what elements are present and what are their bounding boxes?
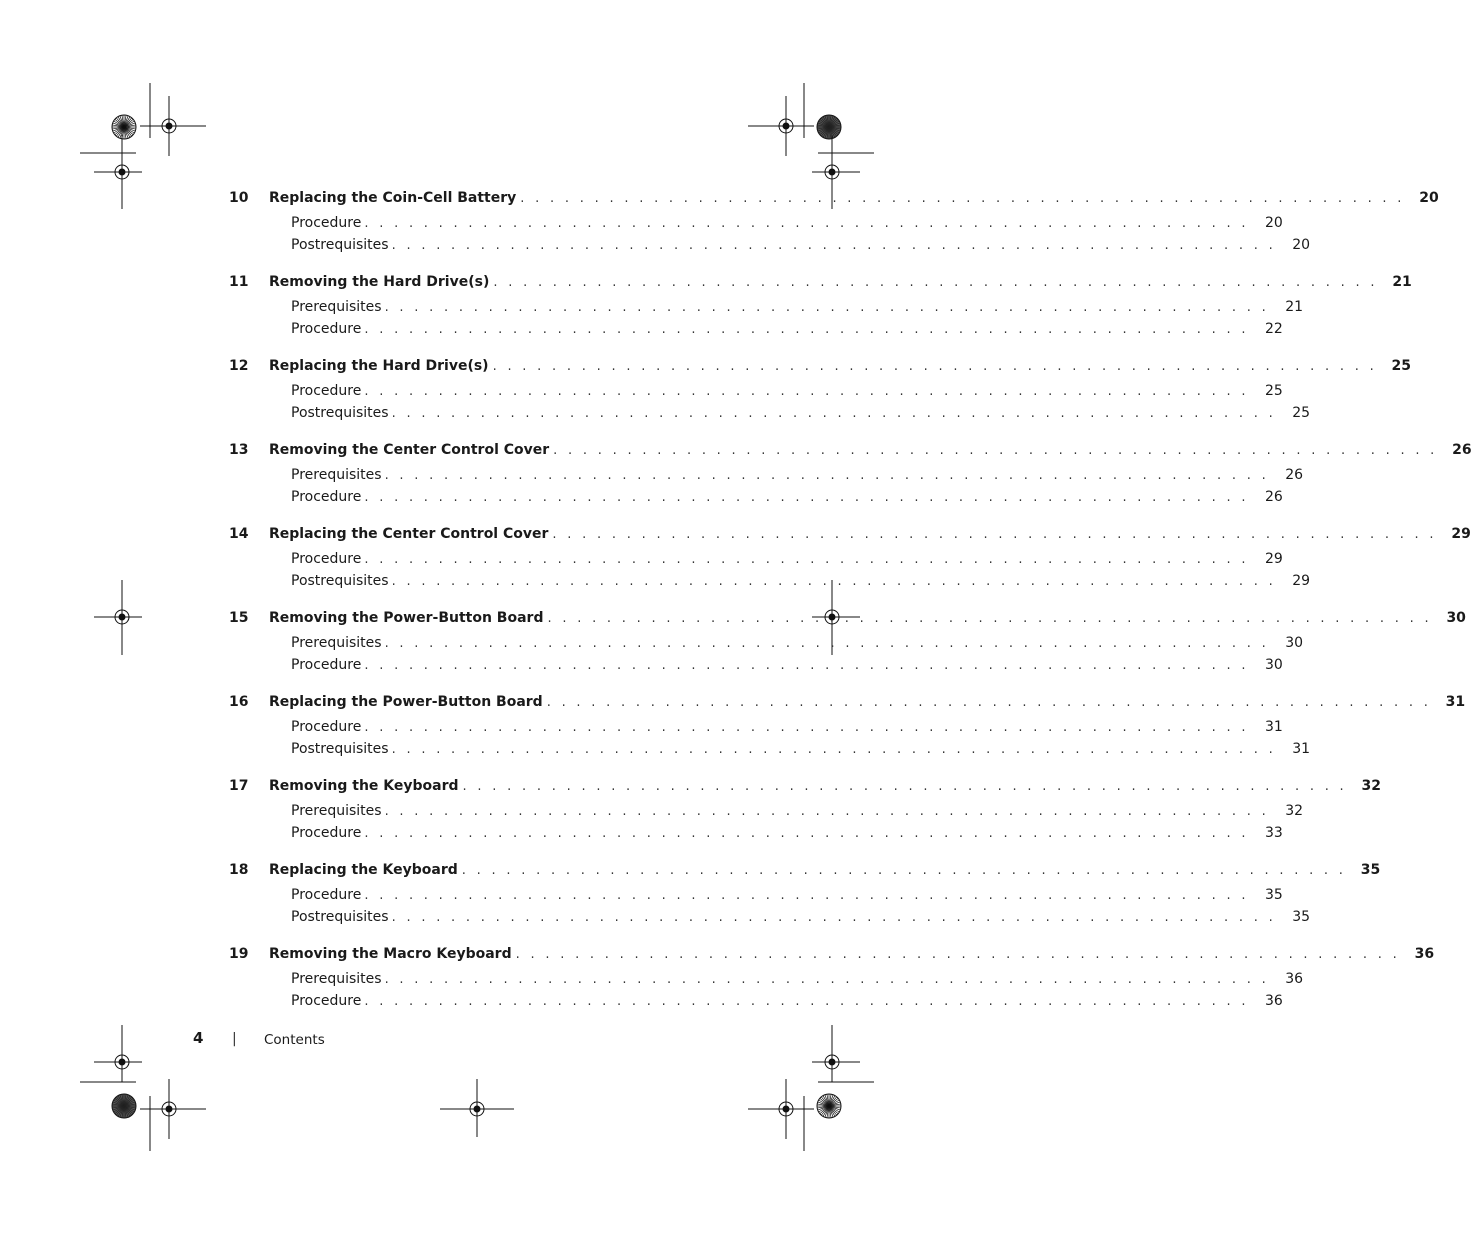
toc-subsection-entry[interactable] (291, 803, 1304, 825)
chapter-page: 32 (1361, 778, 1381, 794)
toc-chapter (229, 946, 1435, 1030)
toc-chapter (229, 694, 1466, 778)
toc-chapter (229, 778, 1381, 862)
chapter-page: 20 (1419, 190, 1439, 206)
toc-subsection-entry[interactable] (291, 825, 1283, 847)
toc-subsection-entry[interactable] (291, 887, 1283, 909)
toc-chapter (229, 526, 1471, 610)
dot-leader: . . . . . . . . . . . . . . . . . . . . . . . . . . . . . . . . . . . . . . . . . . . . . . . . . . . . . . . . . . . . (552, 527, 1437, 542)
toc-subsection-entry[interactable] (291, 719, 1283, 741)
toc-chapter-entry[interactable] (229, 778, 1381, 800)
toc-subsection-entry[interactable] (291, 993, 1283, 1015)
toc-chapter (229, 190, 1439, 274)
subsection-title: Procedure (291, 215, 362, 231)
chapter-number: 13 (229, 442, 249, 458)
chapter-title: Replacing the Hard Drive(s) (269, 358, 493, 374)
toc-subsection-entry[interactable] (291, 383, 1283, 405)
subsection-title: Procedure (291, 489, 362, 505)
subsection-page: 30 (1285, 635, 1304, 651)
dot-leader: . . . . . . . . . . . . . . . . . . . . . . . . . . . . . . . . . . . . . . . . . . . . . . . . . . . . . . . . . . . . (364, 384, 1249, 399)
chapter-page: 26 (1452, 442, 1472, 458)
chapter-title: Replacing the Center Control Cover (269, 526, 552, 542)
subsection-title: Postrequisites (291, 237, 389, 253)
chapter-number: 14 (229, 526, 249, 542)
chapter-page: 30 (1446, 610, 1466, 626)
toc-chapter-entry[interactable] (229, 274, 1412, 296)
chapter-number: 15 (229, 610, 249, 626)
subsection-page: 30 (1264, 657, 1283, 673)
chapter-title: Replacing the Keyboard (269, 862, 462, 878)
subsection-title: Prerequisites (291, 467, 382, 483)
subsection-page: 29 (1264, 551, 1283, 567)
chapter-number: 10 (229, 190, 249, 206)
chapter-title: Removing the Macro Keyboard (269, 946, 516, 962)
toc-subsection-entry[interactable] (291, 299, 1304, 321)
subsection-title: Procedure (291, 551, 362, 567)
dot-leader: . . . . . . . . . . . . . . . . . . . . . . . . . . . . . . . . . . . . . . . . . . . . . . . . . . . . . . . . . . . . (391, 238, 1277, 253)
chapter-number: 19 (229, 946, 249, 962)
chapter-page: 29 (1451, 526, 1471, 542)
dot-leader: . . . . . . . . . . . . . . . . . . . . . . . . . . . . . . . . . . . . . . . . . . . . . . . . . . . . . . . . . . . . (391, 574, 1277, 589)
toc-chapter-entry[interactable] (229, 946, 1435, 968)
subsection-page: 26 (1264, 489, 1283, 505)
dot-leader: . . . . . . . . . . . . . . . . . . . . . . . . . . . . . . . . . . . . . . . . . . . . . . . . . . . . . . . . . . . . (546, 695, 1432, 710)
toc-subsection-entry[interactable] (291, 467, 1304, 489)
toc-chapter-entry[interactable] (229, 694, 1466, 716)
footer-separator: | (232, 1031, 237, 1047)
dot-leader: . . . . . . . . . . . . . . . . . . . . . . . . . . . . . . . . . . . . . . . . . . . . . . . . . . . . . . . . . . . . (364, 216, 1249, 231)
subsection-page: 22 (1264, 321, 1283, 337)
toc-subsection-entry[interactable] (291, 551, 1283, 573)
toc-subsection-entry[interactable] (291, 971, 1304, 993)
dot-leader: . . . . . . . . . . . . . . . . . . . . . . . . . . . . . . . . . . . . . . . . . . . . . . . . . . . . . . . . . . . . (547, 611, 1432, 626)
subsection-title: Procedure (291, 383, 362, 399)
chapter-title: Removing the Keyboard (269, 778, 463, 794)
subsection-title: Prerequisites (291, 635, 382, 651)
dot-leader: . . . . . . . . . . . . . . . . . . . . . . . . . . . . . . . . . . . . . . . . . . . . . . . . . . . . . . . . . . . . (384, 636, 1270, 651)
chapter-page: 25 (1391, 358, 1412, 374)
toc-chapter (229, 274, 1412, 358)
dot-leader: . . . . . . . . . . . . . . . . . . . . . . . . . . . . . . . . . . . . . . . . . . . . . . . . . . . . . . . . . . . . (384, 972, 1270, 987)
chapter-page: 35 (1360, 862, 1381, 878)
starburst-registration-icon (817, 1094, 841, 1118)
dot-leader: . . . . . . . . . . . . . . . . . . . . . . . . . . . . . . . . . . . . . . . . . . . . . . . . . . . . . . . . . . . . (364, 720, 1249, 735)
chapter-title: Replacing the Coin-Cell Battery (269, 190, 520, 206)
dot-leader: . . . . . . . . . . . . . . . . . . . . . . . . . . . . . . . . . . . . . . . . . . . . . . . . . . . . . . . . . . . . (493, 275, 1378, 290)
subsection-title: Procedure (291, 321, 362, 337)
toc-subsection-entry[interactable] (291, 635, 1304, 657)
toc-subsection-entry[interactable] (291, 237, 1311, 259)
toc-chapter-entry[interactable] (229, 358, 1412, 380)
dot-leader: . . . . . . . . . . . . . . . . . . . . . . . . . . . . . . . . . . . . . . . . . . . . . . . . . . . . . . . . . . . . (364, 322, 1249, 337)
chapter-number: 11 (229, 274, 249, 290)
dot-leader: . . . . . . . . . . . . . . . . . . . . . . . . . . . . . . . . . . . . . . . . . . . . . . . . . . . . . . . . . . . . (391, 910, 1277, 925)
dot-leader: . . . . . . . . . . . . . . . . . . . . . . . . . . . . . . . . . . . . . . . . . . . . . . . . . . . . . . . . . . . . (364, 888, 1249, 903)
toc-subsection-entry[interactable] (291, 741, 1311, 763)
subsection-page: 29 (1292, 573, 1311, 589)
subsection-page: 32 (1285, 803, 1304, 819)
toc-chapter-entry[interactable] (229, 862, 1381, 884)
toc-chapter (229, 862, 1381, 946)
subsection-page: 20 (1264, 215, 1283, 231)
chapter-title: Removing the Hard Drive(s) (269, 274, 493, 290)
subsection-page: 25 (1264, 383, 1283, 399)
subsection-title: Procedure (291, 719, 362, 735)
subsection-title: Procedure (291, 887, 362, 903)
toc-subsection-entry[interactable] (291, 405, 1311, 427)
toc-chapter-entry[interactable] (229, 190, 1439, 212)
dot-leader: . . . . . . . . . . . . . . . . . . . . . . . . . . . . . . . . . . . . . . . . . . . . . . . . . . . . . . . . . . . . (520, 191, 1405, 206)
dot-leader: . . . . . . . . . . . . . . . . . . . . . . . . . . . . . . . . . . . . . . . . . . . . . . . . . . . . . . . . . . . . (461, 863, 1347, 878)
chapter-title: Removing the Power-Button Board (269, 610, 547, 626)
dot-leader: . . . . . . . . . . . . . . . . . . . . . . . . . . . . . . . . . . . . . . . . . . . . . . . . . . . . . . . . . . . . (391, 406, 1277, 421)
footer-section-label: Contents (264, 1032, 325, 1048)
subsection-page: 20 (1292, 237, 1311, 253)
chapter-number: 18 (229, 862, 249, 878)
subsection-page: 21 (1285, 299, 1304, 315)
subsection-title: Procedure (291, 993, 362, 1009)
chapter-page: 21 (1392, 274, 1412, 290)
subsection-title: Postrequisites (291, 909, 389, 925)
subsection-title: Postrequisites (291, 573, 389, 589)
subsection-page: 33 (1264, 825, 1283, 841)
subsection-title: Procedure (291, 657, 362, 673)
subsection-page: 35 (1264, 887, 1283, 903)
dot-leader: . . . . . . . . . . . . . . . . . . . . . . . . . . . . . . . . . . . . . . . . . . . . . . . . . . . . . . . . . . . . (384, 300, 1270, 315)
subsection-title: Prerequisites (291, 299, 382, 315)
toc-chapter (229, 442, 1472, 526)
toc-chapter-entry[interactable] (229, 442, 1472, 464)
toc-subsection-entry[interactable] (291, 321, 1283, 343)
starburst-registration-icon (112, 1094, 136, 1118)
toc-chapter-entry[interactable] (229, 526, 1471, 548)
subsection-page: 35 (1292, 909, 1311, 925)
dot-leader: . . . . . . . . . . . . . . . . . . . . . . . . . . . . . . . . . . . . . . . . . . . . . . . . . . . . . . . . . . . . (462, 779, 1347, 794)
subsection-page: 36 (1264, 993, 1283, 1009)
subsection-page: 31 (1264, 719, 1283, 735)
chapter-number: 12 (229, 358, 249, 374)
chapter-title: Replacing the Power-Button Board (269, 694, 547, 710)
dot-leader: . . . . . . . . . . . . . . . . . . . . . . . . . . . . . . . . . . . . . . . . . . . . . . . . . . . . . . . . . . . . (384, 804, 1270, 819)
starburst-registration-icon (817, 115, 841, 139)
chapter-page: 31 (1445, 694, 1466, 710)
subsection-page: 25 (1292, 405, 1311, 421)
dot-leader: . . . . . . . . . . . . . . . . . . . . . . . . . . . . . . . . . . . . . . . . . . . . . . . . . . . . . . . . . . . . (364, 658, 1249, 673)
chapter-number: 17 (229, 778, 249, 794)
toc-chapter (229, 610, 1466, 694)
dot-leader: . . . . . . . . . . . . . . . . . . . . . . . . . . . . . . . . . . . . . . . . . . . . . . . . . . . . . . . . . . . . (553, 443, 1438, 458)
starburst-registration-icon (112, 115, 136, 139)
subsection-title: Prerequisites (291, 803, 382, 819)
subsection-title: Prerequisites (291, 971, 382, 987)
dot-leader: . . . . . . . . . . . . . . . . . . . . . . . . . . . . . . . . . . . . . . . . . . . . . . . . . . . . . . . . . . . . (492, 359, 1378, 374)
toc-subsection-entry[interactable] (291, 909, 1311, 931)
dot-leader: . . . . . . . . . . . . . . . . . . . . . . . . . . . . . . . . . . . . . . . . . . . . . . . . . . . . . . . . . . . . (364, 826, 1249, 841)
subsection-page: 31 (1292, 741, 1311, 757)
dot-leader: . . . . . . . . . . . . . . . . . . . . . . . . . . . . . . . . . . . . . . . . . . . . . . . . . . . . . . . . . . . . (364, 490, 1249, 505)
dot-leader: . . . . . . . . . . . . . . . . . . . . . . . . . . . . . . . . . . . . . . . . . . . . . . . . . . . . . . . . . . . . (364, 552, 1249, 567)
table-of-contents (229, 190, 1472, 1030)
subsection-page: 26 (1285, 467, 1304, 483)
dot-leader: . . . . . . . . . . . . . . . . . . . . . . . . . . . . . . . . . . . . . . . . . . . . . . . . . . . . . . . . . . . . (384, 468, 1270, 483)
chapter-title: Removing the Center Control Cover (269, 442, 553, 458)
chapter-page: 36 (1414, 946, 1435, 962)
dot-leader: . . . . . . . . . . . . . . . . . . . . . . . . . . . . . . . . . . . . . . . . . . . . . . . . . . . . . . . . . . . . (391, 742, 1277, 757)
page-number: 4 (193, 1029, 204, 1047)
subsection-title: Postrequisites (291, 405, 389, 421)
dot-leader: . . . . . . . . . . . . . . . . . . . . . . . . . . . . . . . . . . . . . . . . . . . . . . . . . . . . . . . . . . . . (515, 947, 1401, 962)
subsection-title: Procedure (291, 825, 362, 841)
toc-subsection-entry[interactable] (291, 215, 1283, 237)
toc-subsection-entry[interactable] (291, 573, 1311, 595)
dot-leader: . . . . . . . . . . . . . . . . . . . . . . . . . . . . . . . . . . . . . . . . . . . . . . . . . . . . . . . . . . . . (364, 994, 1249, 1009)
toc-subsection-entry[interactable] (291, 489, 1283, 511)
subsection-page: 36 (1285, 971, 1304, 987)
toc-chapter (229, 358, 1412, 442)
toc-chapter-entry[interactable] (229, 610, 1466, 632)
subsection-title: Postrequisites (291, 741, 389, 757)
chapter-number: 16 (229, 694, 249, 710)
toc-subsection-entry[interactable] (291, 657, 1283, 679)
